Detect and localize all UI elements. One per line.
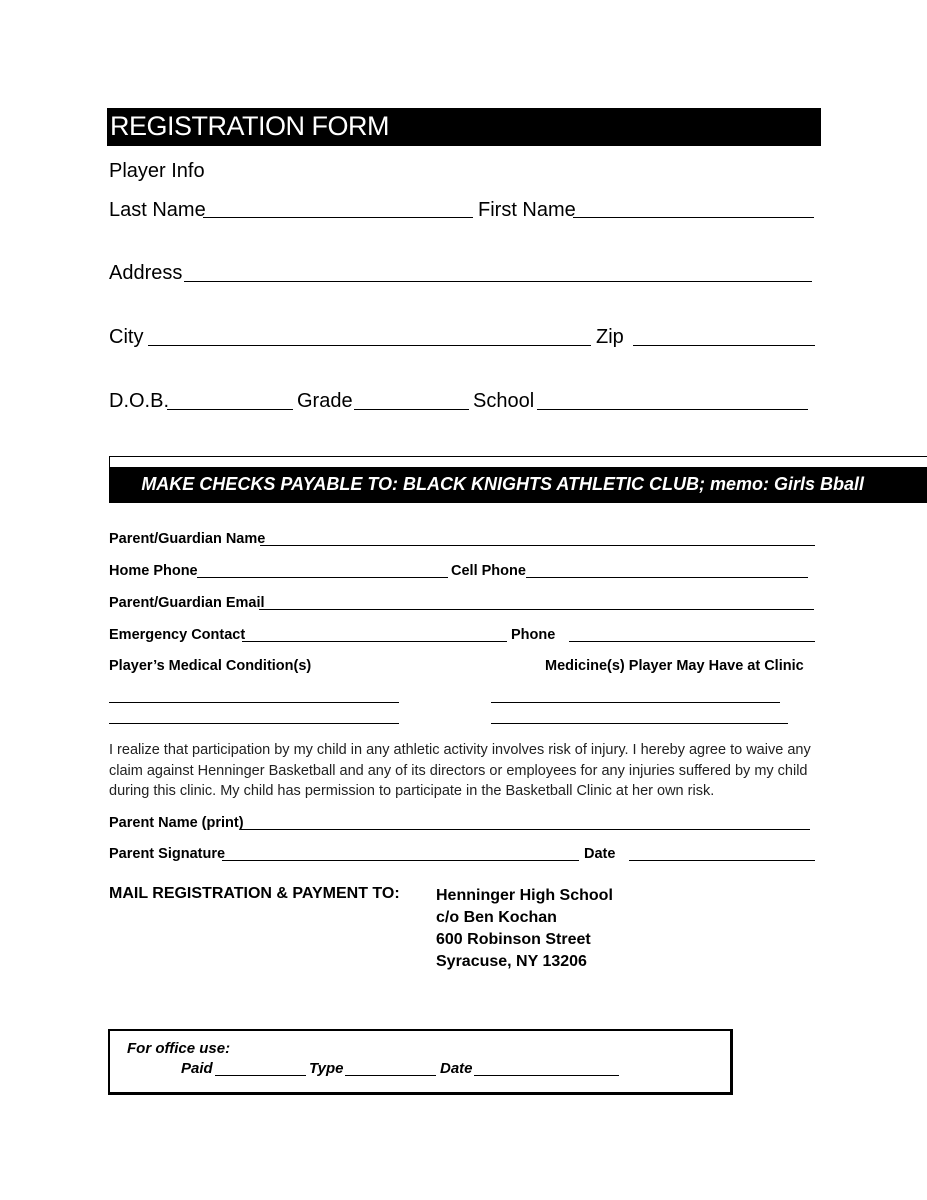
city-label: City	[109, 326, 144, 348]
address-field[interactable]	[184, 281, 812, 282]
parent-name-field[interactable]	[241, 829, 810, 830]
signature-date-label: Date	[584, 846, 616, 862]
office-date-label: Date	[440, 1060, 473, 1077]
form-title: REGISTRATION FORM	[110, 111, 389, 141]
phone-label: Phone	[511, 627, 556, 643]
school-field[interactable]	[537, 409, 808, 410]
guardian-email-field[interactable]	[259, 609, 814, 610]
grade-field[interactable]	[354, 409, 469, 410]
home-phone-field[interactable]	[197, 577, 448, 578]
payment-banner	[109, 467, 927, 503]
school-label: School	[473, 390, 535, 412]
mail-address-line: Henninger High School	[436, 887, 613, 904]
first-name-field[interactable]	[573, 217, 814, 218]
emergency-phone-field[interactable]	[569, 641, 815, 642]
office-use-box	[108, 1029, 733, 1095]
parent-name-label: Parent Name (print)	[109, 815, 244, 831]
medicines-label: Medicine(s) Player May Have at Clinic	[545, 658, 804, 674]
office-use-title: For office use:	[127, 1040, 231, 1057]
guardian-email-label: Parent/Guardian Email	[109, 595, 265, 611]
office-paid-label: Paid	[181, 1060, 213, 1077]
payment-banner-text: MAKE CHECKS PAYABLE TO: BLACK KNIGHTS ATHLETIC CLUB; memo: Girls Bball	[141, 474, 864, 494]
home-phone-label: Home Phone	[109, 563, 198, 579]
grade-label: Grade	[297, 390, 353, 412]
emergency-contact-field[interactable]	[242, 641, 507, 642]
office-date-field[interactable]	[474, 1075, 619, 1076]
zip-label: Zip	[596, 326, 624, 348]
mail-address-line: 600 Robinson Street	[436, 931, 591, 948]
guardian-name-field[interactable]	[260, 545, 815, 546]
office-paid-field[interactable]	[215, 1075, 306, 1076]
address-label: Address	[109, 262, 183, 284]
signature-date-field[interactable]	[629, 860, 815, 861]
dob-label: D.O.B.	[109, 390, 170, 412]
dob-field[interactable]	[167, 409, 293, 410]
cell-phone-label: Cell Phone	[451, 563, 526, 579]
player-info-heading: Player Info	[109, 160, 205, 182]
city-field[interactable]	[148, 345, 591, 346]
last-name-field[interactable]	[203, 217, 473, 218]
medical-conditions-field-2[interactable]	[109, 723, 399, 724]
medicines-field-1[interactable]	[491, 702, 780, 703]
waiver-text: I realize that participation by my child in any athletic activity involves risk of injury. I hereby agree to waive any claim against Henninger Basketball and any of its directors or employees for any injuries suffered by my child during this clinic. My child has permission to participate in the Basketball Clinic at her own risk.	[109, 742, 811, 799]
office-type-label: Type	[309, 1060, 344, 1077]
medical-conditions-label: Player’s Medical Condition(s)	[109, 658, 312, 674]
mail-address-line: Syracuse, NY 13206	[436, 953, 587, 970]
mail-address-line: c/o Ben Kochan	[436, 909, 557, 926]
last-name-label: Last Name	[109, 199, 206, 221]
guardian-name-label: Parent/Guardian Name	[109, 531, 266, 547]
medicines-field-2[interactable]	[491, 723, 788, 724]
mail-address	[436, 885, 613, 973]
cell-phone-field[interactable]	[526, 577, 808, 578]
zip-field[interactable]	[633, 345, 815, 346]
parent-signature-field[interactable]	[222, 860, 579, 861]
emergency-contact-label: Emergency Contact	[109, 627, 246, 643]
parent-signature-label: Parent Signature	[109, 846, 226, 862]
form-title-banner	[107, 108, 821, 146]
first-name-label: First Name	[478, 199, 576, 221]
office-type-field[interactable]	[345, 1075, 436, 1076]
medical-conditions-field-1[interactable]	[109, 702, 399, 703]
mail-label: MAIL REGISTRATION & PAYMENT TO:	[109, 885, 400, 902]
